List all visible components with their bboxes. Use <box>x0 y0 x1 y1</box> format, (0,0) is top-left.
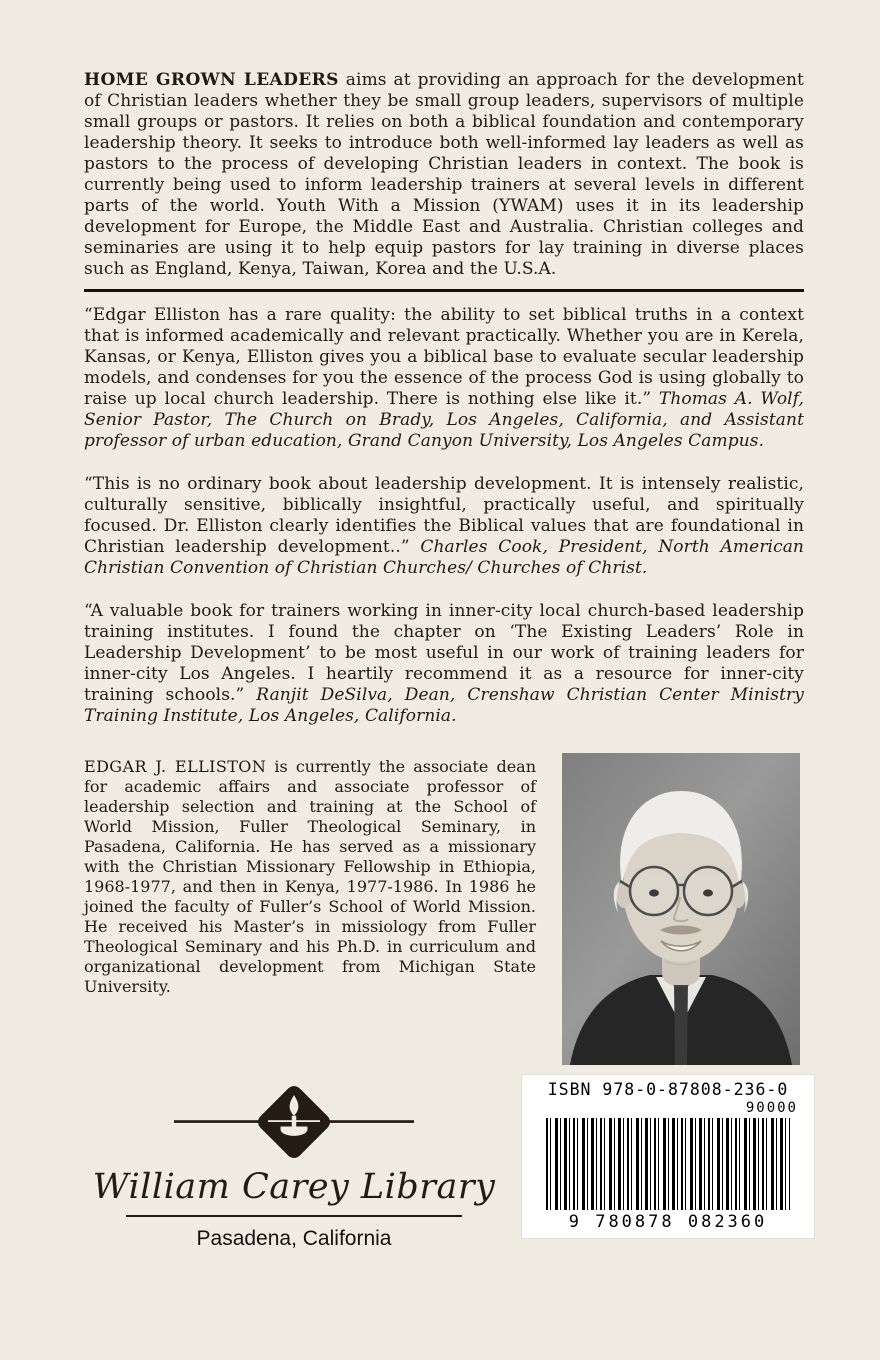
quote-attribution: Thomas A. Wolf, Senior Pastor, The Church on Brady, Los Angeles, California, and Assistant professor of urban education, Grand Canyon University, Los Angeles Campus. <box>84 389 804 451</box>
lamp-diamond-icon <box>129 1079 459 1165</box>
quote-text: “A valuable book for trainers working in inner-city local church-based leadership training institutes. I found the chapter on ‘The Existing Leaders’ Role in Leadership Development’ to be most useful in our work of training leaders for inner-city Los Angeles. I heartily recommend it as a resource for inner-city training schools.” <box>84 601 804 705</box>
endorsement-quote-3 <box>84 601 804 727</box>
publisher-logo-icon <box>129 1079 459 1165</box>
author-portrait <box>562 753 800 1065</box>
quote-attribution: Charles Cook, President, North American Christian Convention of Christian Churches/ Churches of Christ. <box>84 537 804 578</box>
section-divider <box>84 289 804 292</box>
author-portrait-photo <box>562 753 800 1065</box>
synopsis-text: aims at providing an approach for the development of Christian leaders whether they be small group leaders, supervisors of multiple small groups or pastors. It relies on both a biblical foundation and contemporary leadership theory. It seeks to introduce both well-informed lay leaders as well as pastors to the process of developing Christian leaders in context. The book is currently being used to inform leadership trainers at several levels in different parts of the world. Youth With a Mission (YWAM) uses it in its leadership development for Europe, the Middle East and Australia. Christian colleges and seminaries are using it to help equip pastors for lay training in diverse places such as England, Kenya, Taiwan, Korea and the U.S.A. <box>84 70 804 279</box>
endorsement-quote-2 <box>84 474 804 579</box>
publisher-rule <box>126 1215 462 1217</box>
publisher-name: William Carey Library <box>92 1167 496 1207</box>
endorsement-quote-1 <box>84 305 804 452</box>
endorsements-section <box>84 305 804 727</box>
author-bio-text <box>84 757 536 997</box>
author-bio-section <box>84 753 804 1065</box>
quote-text: “Edgar Elliston has a rare quality: the ability to set biblical truths in a context that is informed academically and relevant practically. Whether you are in Kerela, Kansas, or Kenya, Elliston gives you a biblical base to evaluate secular leadership models, and condenses for you the essence of the process God is using globally to raise up local church leadership. There is nothing else like it.” <box>84 305 804 409</box>
isbn-number: ISBN 978-0-87808-236-0 <box>547 1080 789 1099</box>
synopsis-paragraph <box>84 70 804 280</box>
publisher-location: Pasadena, California <box>196 1227 392 1250</box>
publisher-block <box>84 1075 504 1251</box>
barcode-digits: 9 780878 082360 <box>568 1212 768 1232</box>
author-name-lead: EDGAR J. ELLISTON <box>84 757 267 776</box>
quote-text: “This is no ordinary book about leadership development. It is intensely realistic, culturally sensitive, biblically insightful, practically useful, and spiritually focused. Dr. Elliston clearly identifies the Biblical values that are foundational in Christian leadership development..” <box>84 474 804 557</box>
footer-section <box>84 1075 804 1251</box>
isbn-addon-code: 90000 <box>745 1100 798 1116</box>
barcode <box>546 1118 790 1210</box>
isbn-panel <box>522 1075 814 1238</box>
author-bio-body: is currently the associate dean for academic affairs and associate professor of leadership selection and training at the School of World Mission, Fuller Theological Seminary, in Pasadena, California. He has served as a missionary with the Christian Missionary Fellowship in Ethiopia, 1968-1977, and then in Kenya, 1977-1986. In 1986 he joined the faculty of Fuller’s School of World Mission. He received his Master’s in missiology from Fuller Theological Seminary and his Ph.D. in curriculum and organizational development from Michigan State University. <box>84 757 536 996</box>
book-title-lead: HOME GROWN LEADERS <box>84 70 339 90</box>
quote-attribution: Ranjit DeSilva, Dean, Crenshaw Christian Center Ministry Training Institute, Los Angeles, California. <box>84 685 804 726</box>
